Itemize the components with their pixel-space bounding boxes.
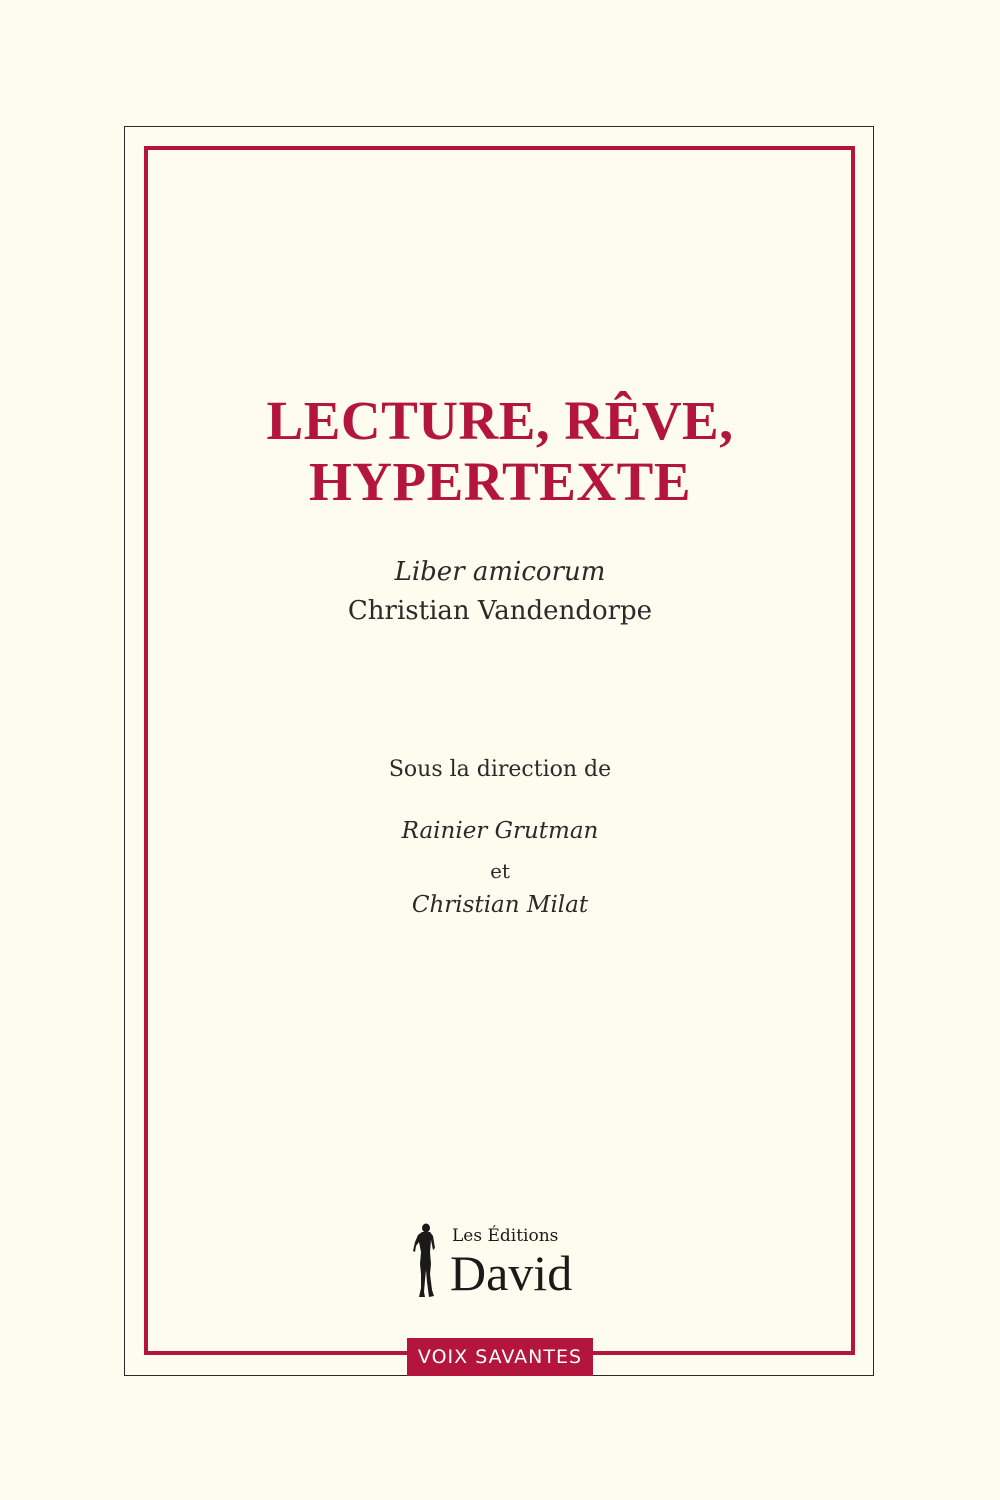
editor-name-first: Rainier Grutman [401,818,599,844]
publisher-logo [408,1222,598,1302]
publisher-name-big: David [450,1245,573,1301]
editor-conjunction: et [490,859,510,883]
book-title-line1: LECTURE, RÊVE, [266,390,734,451]
statue-icon [408,1222,444,1300]
editor-name-second: Christian Milat [411,892,589,918]
book-title-line2: HYPERTEXTE [308,451,692,512]
collection-badge: VOIX SAVANTES [407,1338,593,1376]
inner-frame [144,146,855,1355]
subtitle-honoree-name: Christian Vandendorpe [347,596,653,626]
subtitle-liber-amicorum: Liber amicorum [394,557,606,587]
direction-label: Sous la direction de [388,757,612,782]
publisher-name-small: Les Éditions [452,1226,559,1246]
